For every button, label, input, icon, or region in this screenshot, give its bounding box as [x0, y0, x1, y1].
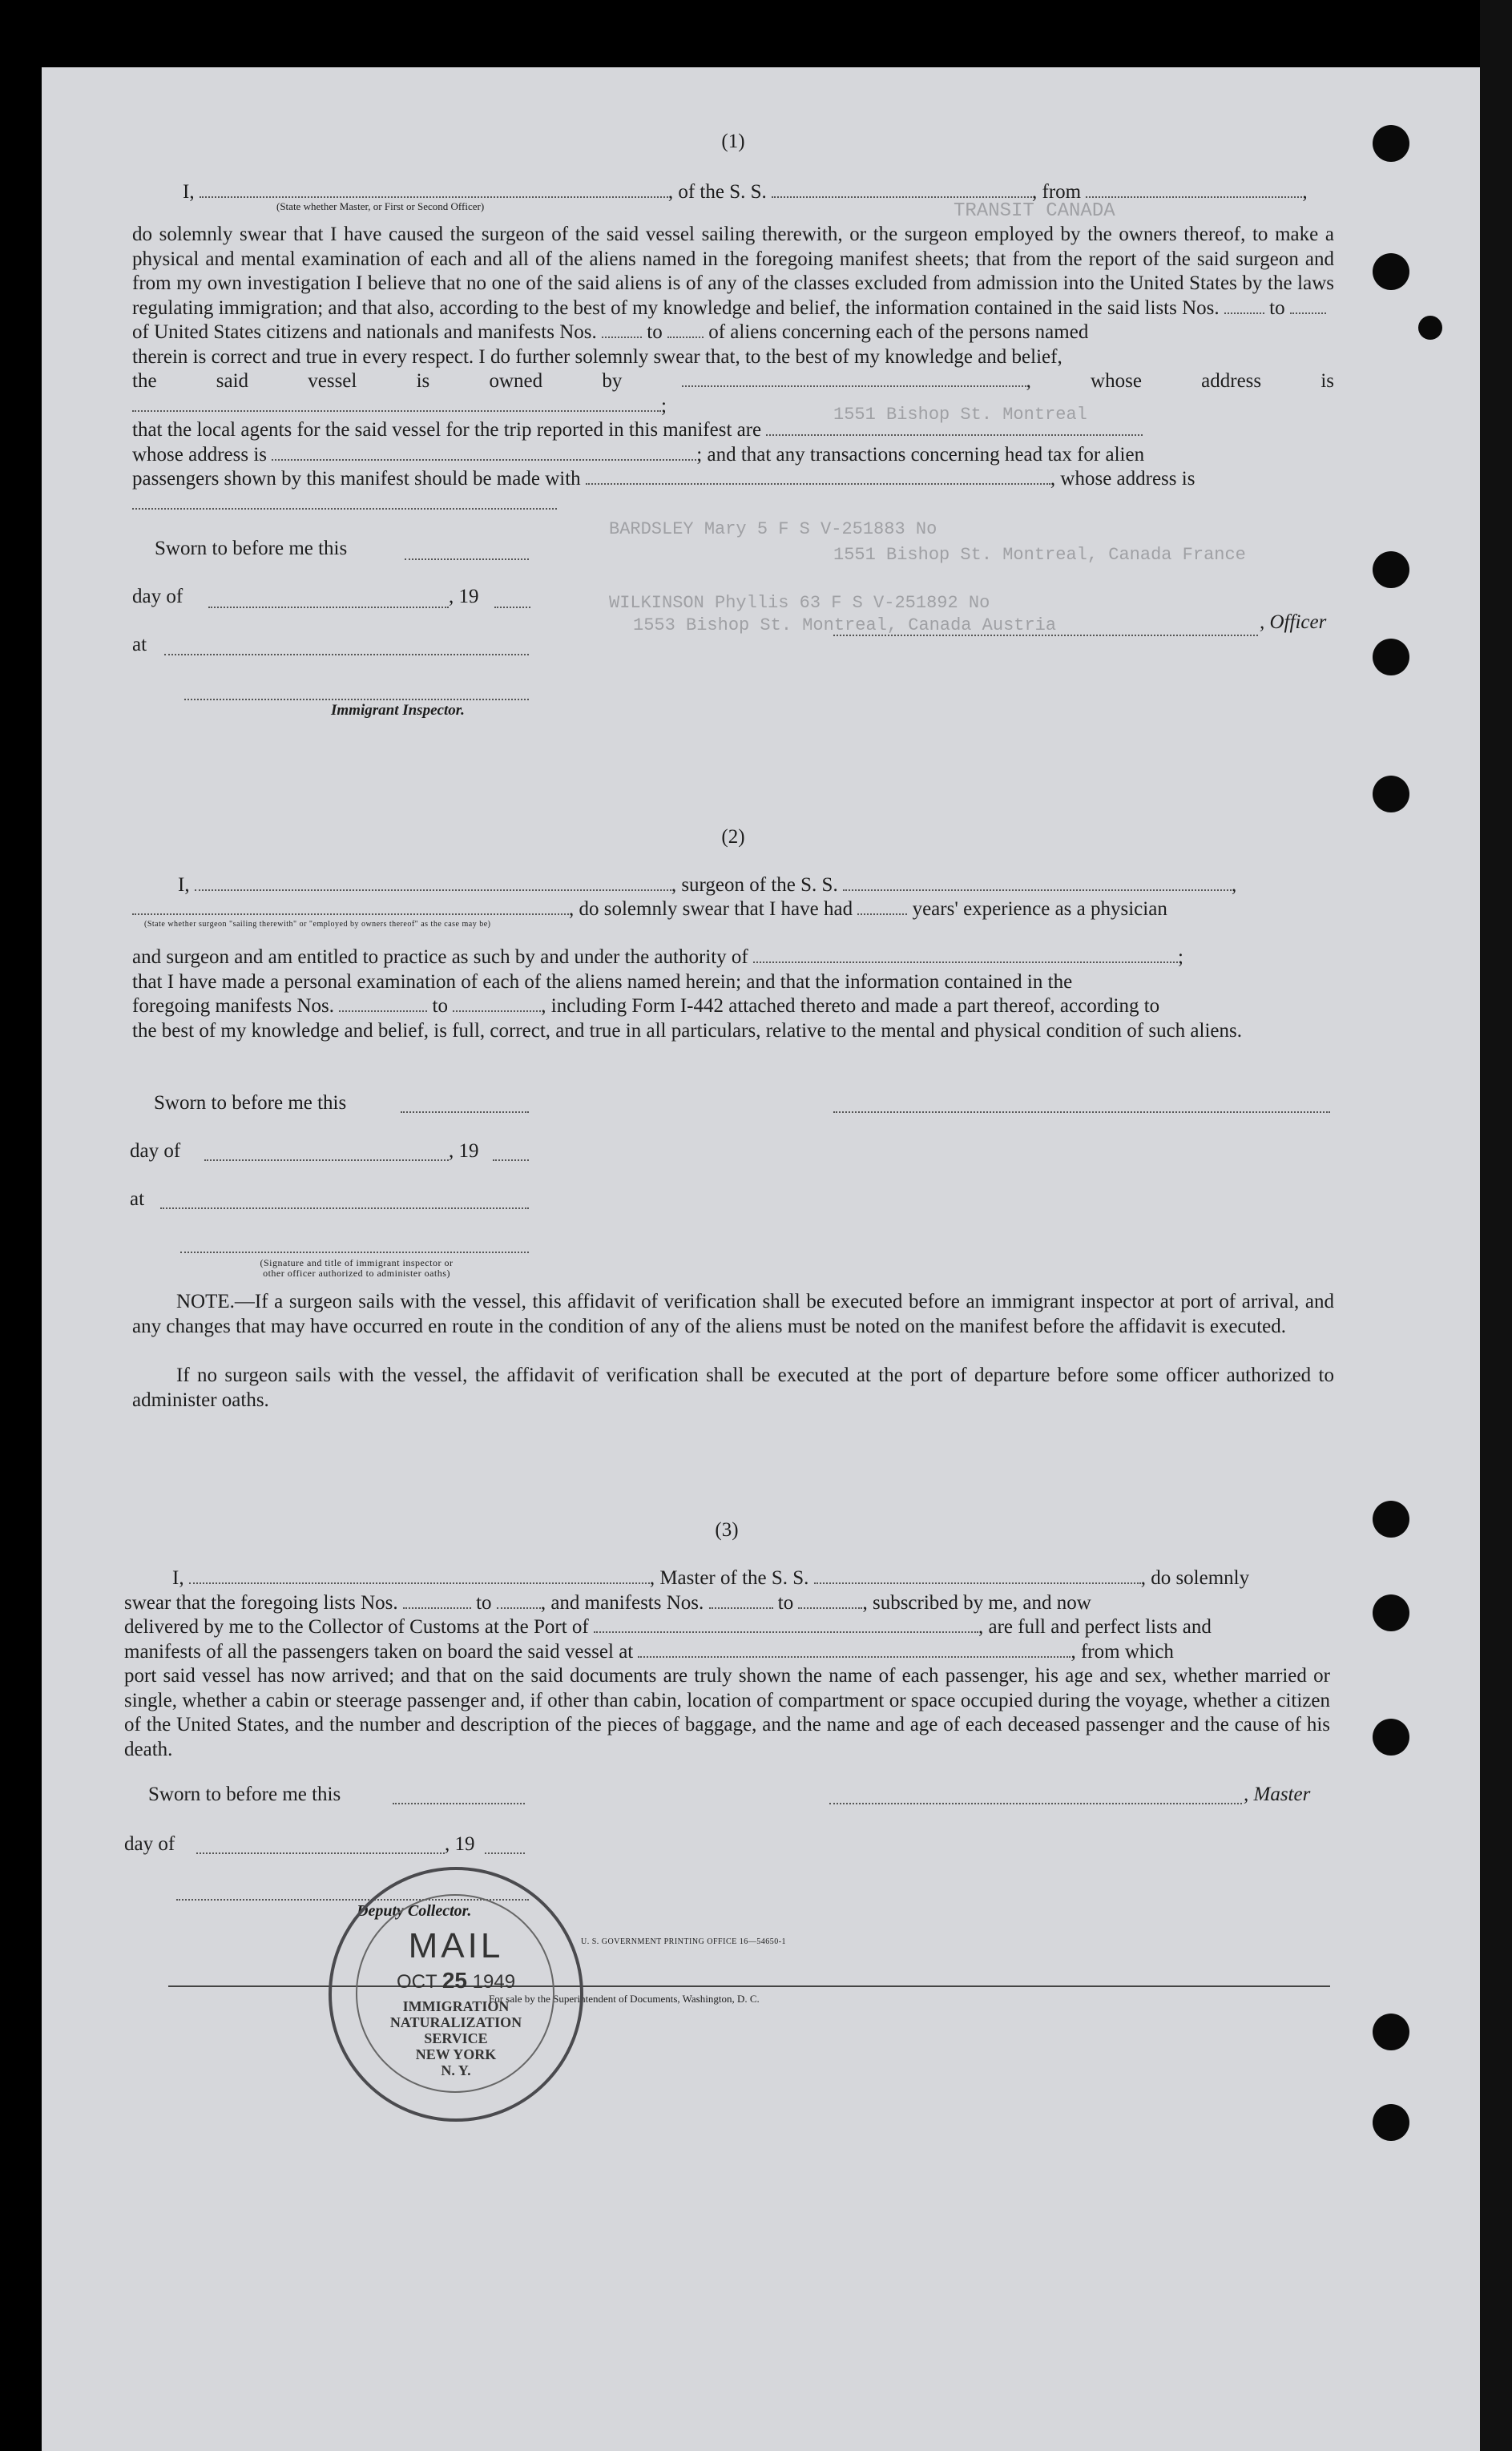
local-agents-field[interactable]: [766, 418, 1143, 436]
inspector-signature-line-2[interactable]: [180, 1252, 529, 1253]
stamp-line-2: NATURALIZATION: [389, 2014, 522, 2030]
manifests-to-field[interactable]: [667, 320, 704, 338]
inspector-signature-line[interactable]: [184, 699, 529, 700]
master-ship-field[interactable]: [814, 1566, 1141, 1584]
master-lists-from-field[interactable]: [403, 1591, 471, 1609]
stamp-date: OCT 25 1949: [396, 1968, 516, 1993]
month-field-3[interactable]: [196, 1852, 445, 1854]
stamp-line-1: IMMIGRATION: [402, 1998, 510, 2014]
surgeon-manifests-to-field[interactable]: [453, 994, 541, 1012]
bleed-through-text: BARDSLEY Mary 5 F S V-251883 No: [609, 519, 937, 539]
section-1-paragraph: do solemnly swear that I have caused the surgeon of the said vessel sailing therewith, or the surgeon employed by the owners thereof, to make a physical and mental examination of each and all of the aliens named in the foregoing manifest sheets; that from the report of the said surgeon and from my own investigation I believe that no one of the said aliens is of any of the classes excluded from admission into the United States by the laws regulating immigration; and that also, according to the best of my knowledge and belief, the information contained in the said lists Nos. to of United States citizens and nationals and manifests Nos. to of aliens concerning each of the persons named therein is correct and true in every respect. I do further solemnly swear that, to the best of my knowledge and belief, the said vessel is owned by , whose address is ; that the local agents for the said vessel for the trip reported in this manifest are whose address is ; and that any transactions concerning head tax for alien passengers shown by this manifest should be made with , whose address is: [132, 224, 1335, 490]
section-3-heading: (3): [715, 1519, 739, 1541]
year-field-3[interactable]: [485, 1852, 525, 1854]
sworn-label-3: Sworn to before me this: [148, 1784, 341, 1805]
master-manifests-to-field[interactable]: [798, 1591, 862, 1609]
officer-signature-line[interactable]: [833, 635, 1258, 636]
gpo-line: U. S. GOVERNMENT PRINTING OFFICE 16—54650-1: [581, 1937, 787, 1946]
sworn-day-field-3[interactable]: [393, 1803, 525, 1804]
punch-hole: [1373, 2104, 1409, 2141]
sworn-label-1: Sworn to before me this: [155, 538, 348, 559]
note-label: NOTE.: [176, 1291, 235, 1312]
deputy-label: Deputy Collector.: [357, 1902, 472, 1920]
ship-name-field[interactable]: [772, 180, 1032, 198]
manifests-from-field[interactable]: [602, 320, 642, 338]
bleed-through-text: WILKINSON Phyllis 63 F S V-251892 No: [609, 593, 990, 613]
section-1-line-1: I, , of the S. S. , from ,: [183, 181, 1308, 203]
scan-margin: [1480, 0, 1512, 2451]
owner-field[interactable]: [682, 369, 1026, 387]
stamp-mail: MAIL: [408, 1926, 504, 1965]
master-label: , Master: [1244, 1784, 1311, 1805]
section-2-heading: (2): [721, 826, 745, 848]
punch-hole: [1418, 316, 1442, 340]
master-signature-line[interactable]: [829, 1803, 1242, 1804]
note-paragraph-2: If no surgeon sails with the vessel, the affidavit of verification shall be executed at the port of departure before some officer authorized to administer oaths.: [132, 1365, 1334, 1411]
address-continuation-line: [132, 508, 557, 510]
year-field-1[interactable]: [494, 607, 530, 608]
year-label-2: , 19: [449, 1140, 479, 1162]
label-from: , from: [1032, 181, 1082, 203]
punch-hole: [1373, 253, 1409, 290]
punch-hole: [1373, 125, 1409, 162]
day-of-label-3: day of: [124, 1833, 175, 1855]
stamp-line-3: SERVICE: [424, 2030, 488, 2046]
master-manifests-from-field[interactable]: [709, 1591, 773, 1609]
year-label-3: , 19: [445, 1833, 475, 1855]
surgeon-ship-field[interactable]: [843, 873, 1232, 891]
sig-caption-1: (Signature and title of immigrant inspector or: [260, 1257, 454, 1268]
note-paragraph: NOTE.—If a surgeon sails with the vessel, this affidavit of verification shall be executed before an immigrant inspector at port of arrival, and any changes that may have occurred en route in the condition of any of the aliens must be noted on the manifest before the affidavit is executed.: [132, 1291, 1334, 1337]
day-of-label-2: day of: [130, 1140, 181, 1162]
immigration-mail-stamp: [329, 1867, 583, 2122]
punch-hole: [1373, 551, 1409, 588]
surgeon-manifests-from-field[interactable]: [339, 994, 427, 1012]
surgeon-status-field[interactable]: [132, 897, 569, 915]
lists-from-field[interactable]: [1224, 296, 1264, 314]
surgeon-signature-line[interactable]: [833, 1111, 1330, 1113]
day-of-label-1: day of: [132, 586, 183, 607]
sig-caption-2: other officer authorized to administer oaths): [263, 1268, 450, 1279]
agents-address-field[interactable]: [272, 443, 696, 461]
section-1-heading: (1): [721, 131, 745, 152]
lists-to-field[interactable]: [1290, 296, 1326, 314]
master-lists-to-field[interactable]: [497, 1591, 541, 1609]
port-of-field[interactable]: [594, 1615, 978, 1633]
section-2-line-2: , do solemnly swear that I have had years' experience as a physician: [132, 897, 1167, 921]
head-tax-contact-field[interactable]: [586, 467, 1050, 485]
sworn-day-field-1[interactable]: [405, 558, 529, 560]
section-2-line-1: I, , surgeon of the S. S. ,: [178, 874, 1237, 896]
years-field[interactable]: [857, 897, 907, 915]
at-field-1[interactable]: [164, 654, 529, 655]
month-field-1[interactable]: [208, 607, 449, 608]
officer-caption: (State whether Master, or First or Second Officer): [276, 200, 485, 212]
section-3-paragraph: I, , Master of the S. S. , do solemnly swear that the foregoing lists Nos. to , and manifests Nos. to , subscribed by me, and now delivered by me to the Collector of Customs at the Port of , are full and perfect lists and manifests of all the passengers taken on board the said vessel at , from which port said vessel has now arrived; and that on the said documents are truly shown the name of each passenger, his age and sex, whether married or single, whether a cabin or steerage passenger and, if other than cabin, location of compartment or space occupied during the voyage, whether a citizen of the United States, and the number and description of the pieces of baggage, and the name and age of each deceased passenger and the cause of his death.: [124, 1567, 1330, 1760]
at-label-2: at: [130, 1188, 145, 1210]
bleed-through-text: TRANSIT CANADA: [954, 200, 1115, 222]
section-2-paragraph: and surgeon and am entitled to practice as such by and under the authority of ; that I have made a personal examination of each of the aliens named herein; and that the information contained in the foregoing manifests Nos. to , including Form I-442 attached thereto and made a part thereof, according to the best of my knowledge and belief, is full, correct, and true in all particulars, relative to the mental and physical condition of such aliens.: [132, 946, 1242, 1042]
sworn-label-2: Sworn to before me this: [154, 1092, 347, 1114]
punch-hole: [1373, 2014, 1409, 2050]
bleed-through-text: 1553 Bishop St. Montreal, Canada Austria: [633, 615, 1057, 635]
inspector-label: Immigrant Inspector.: [331, 702, 465, 719]
master-name-field-3[interactable]: [189, 1566, 650, 1584]
surgeon-caption: (State whether surgeon "sailing therewith" or "employed by owners thereof" as the case may be): [144, 920, 491, 929]
label-i: I,: [183, 181, 195, 203]
departure-port-field[interactable]: [638, 1640, 1070, 1658]
year-field-2[interactable]: [493, 1159, 529, 1161]
punch-hole: [1373, 776, 1409, 812]
at-field-2[interactable]: [160, 1207, 529, 1209]
punch-hole: [1373, 1719, 1409, 1756]
surgeon-name-field[interactable]: [195, 873, 671, 891]
owner-address-field[interactable]: [132, 394, 661, 412]
sworn-day-field-2[interactable]: [401, 1111, 529, 1113]
officer-label: , Officer: [1260, 611, 1327, 633]
stamp-line-5: N. Y.: [441, 2062, 471, 2078]
punch-hole: [1373, 1501, 1409, 1538]
sale-line: For sale by the Superintendent of Documents, Washington, D. C.: [489, 1993, 760, 2005]
label-of-ss: , of the S. S.: [667, 181, 767, 203]
at-label-1: at: [132, 634, 147, 655]
punch-hole: [1373, 1594, 1409, 1631]
year-label-1: , 19: [449, 586, 479, 607]
stamp-line-4: NEW YORK: [415, 2046, 497, 2062]
bleed-through-text: 1551 Bishop St. Montreal, Canada France: [833, 545, 1246, 565]
month-field-2[interactable]: [204, 1159, 449, 1161]
authority-field[interactable]: [753, 945, 1178, 963]
from-port-field[interactable]: [1086, 180, 1302, 198]
master-name-field[interactable]: [200, 180, 668, 198]
punch-hole: [1373, 639, 1409, 675]
bleed-through-text: 1551 Bishop St. Montreal: [833, 405, 1087, 425]
